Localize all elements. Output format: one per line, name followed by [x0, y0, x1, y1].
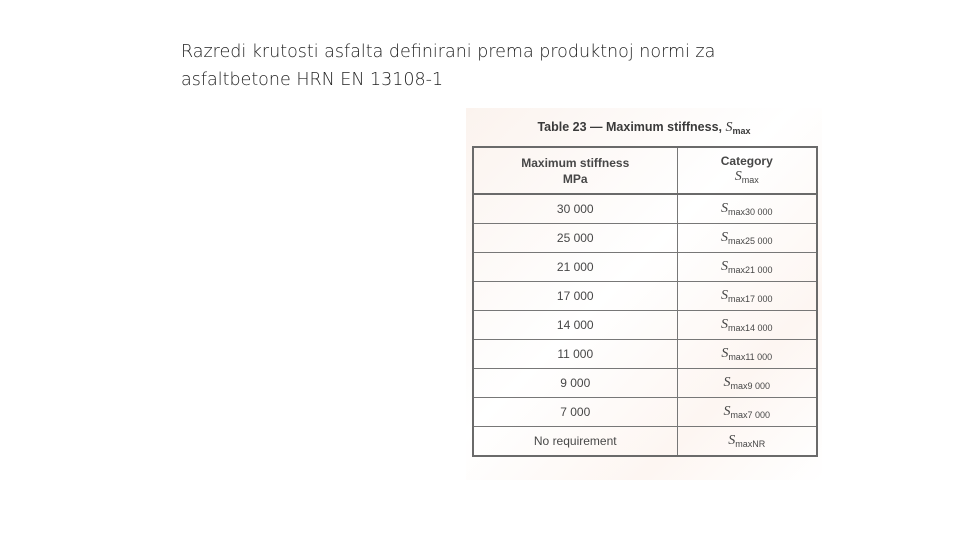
stiffness-value-cell: 17 000: [473, 282, 677, 311]
table-row: [473, 398, 817, 427]
table-row: [473, 224, 817, 253]
stiffness-value-cell: 9 000: [473, 369, 677, 398]
header-maximum-stiffness: Maximum stiffness MPa: [473, 147, 677, 194]
table-caption: [466, 120, 822, 136]
category-cell: $S_{max9 000}$: [677, 369, 817, 398]
scanned-table-image: [466, 108, 822, 480]
slide-title-line-1: Razredi krutosti asfalta definirani prema produktnoj normi za: [181, 42, 716, 62]
slide-title: [181, 38, 841, 94]
stiffness-value-cell: 11 000: [473, 340, 677, 369]
header-category: Category $S_{max}$: [677, 147, 817, 194]
category-cell: $S_{maxNR}$: [677, 427, 817, 457]
table-row: [473, 311, 817, 340]
category-cell: $S_{max14 000}$: [677, 311, 817, 340]
category-cell: $S_{max11 000}$: [677, 340, 817, 369]
stiffness-value-cell: 30 000: [473, 194, 677, 224]
table-row: [473, 282, 817, 311]
category-cell: $S_{max30 000}$: [677, 194, 817, 224]
table-caption-text: Table 23 — Maximum stiffness,: [537, 120, 726, 134]
table-row: [473, 427, 817, 457]
stiffness-table: [472, 146, 818, 457]
slide-title-line-2: asfaltbetone HRN EN 13108-1: [181, 70, 444, 90]
table-row: [473, 194, 817, 224]
table-header-row: [473, 147, 817, 194]
category-cell: $S_{max21 000}$: [677, 253, 817, 282]
table-row: [473, 340, 817, 369]
table-row: [473, 253, 817, 282]
table-caption-symbol: $S_{max}$: [725, 120, 751, 136]
stiffness-value-cell: 21 000: [473, 253, 677, 282]
category-cell: $S_{max17 000}$: [677, 282, 817, 311]
stiffness-value-cell: 7 000: [473, 398, 677, 427]
stiffness-value-cell: 14 000: [473, 311, 677, 340]
category-cell: $S_{max25 000}$: [677, 224, 817, 253]
table-row: [473, 369, 817, 398]
category-cell: $S_{max7 000}$: [677, 398, 817, 427]
stiffness-value-cell: No requirement: [473, 427, 677, 457]
stiffness-value-cell: 25 000: [473, 224, 677, 253]
